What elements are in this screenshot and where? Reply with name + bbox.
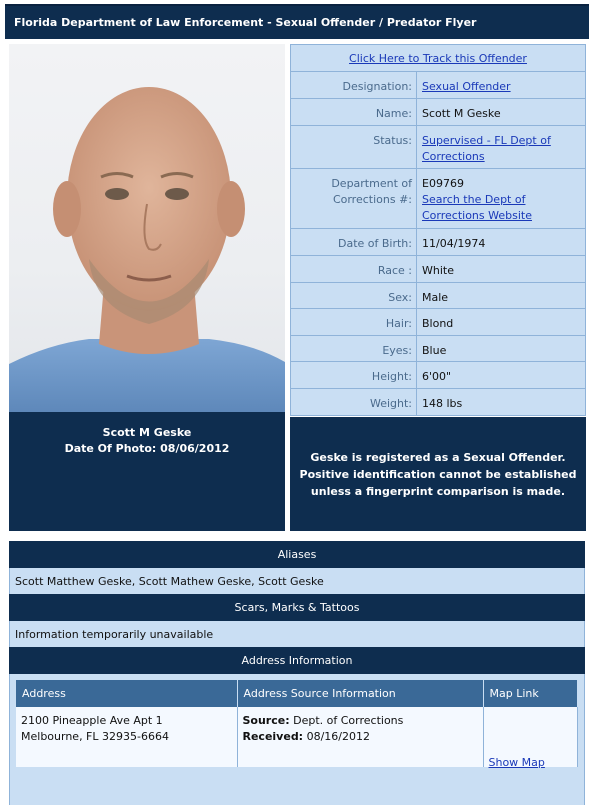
offender-photo [9,44,285,412]
detail-label: Date of Birth: [291,229,417,255]
designation-link[interactable]: Sexual Offender [422,80,511,93]
detail-row-sex [291,283,585,309]
address-table-header [16,680,578,707]
address-table-wrap [9,674,585,805]
detail-label: Race : [291,256,417,282]
address-line-2: Melbourne, FL 32935-6664 [21,730,169,743]
detail-value: 6'00" [422,370,452,383]
offender-name-caption: Scott M Geske [102,426,192,439]
detail-value: Scott M Geske [422,107,501,120]
photo-date: Date Of Photo: 08/06/2012 [64,442,230,455]
address-table [16,680,578,767]
detail-label: Department of Corrections #: [291,169,417,228]
show-map-link[interactable]: Show Map [488,756,545,769]
detail-row-eyes [291,336,585,362]
column-header-address: Address [16,680,237,707]
detail-row-race [291,256,585,283]
detail-label: Name: [291,99,417,125]
detail-row-height [291,362,585,389]
additional-info-section [9,541,585,805]
status-link[interactable]: Supervised - FL Dept of Corrections [422,134,551,163]
detail-row-name [291,99,585,126]
detail-value: Blue [422,344,447,357]
detail-value: Male [422,291,449,304]
address-line-1: 2100 Pineapple Ave Apt 1 [21,714,163,727]
source-value: Dept. of Corrections [293,714,404,727]
received-label: Received: [242,730,304,743]
detail-label: Hair: [291,309,417,335]
detail-row-hair [291,309,585,336]
notice-line-2: Positive identification cannot be established unless a fingerprint comparison is made. [299,467,577,498]
page-title: Florida Department of Law Enforcement - Sexual Offender / Predator Flyer [14,16,477,29]
track-offender-row [291,45,585,72]
detail-row-weight [291,389,585,415]
address-heading: Address Information [9,647,585,674]
detail-value: 148 lbs [422,397,463,410]
detail-label: Weight: [291,389,417,415]
identification-notice [290,417,586,531]
detail-label: Status: [291,126,417,168]
page-header [5,4,589,39]
map-link-cell [483,707,578,767]
column-header-source: Address Source Information [237,680,483,707]
scars-value: Information temporarily unavailable [9,621,585,647]
detail-row-designation [291,72,585,99]
received-value: 08/16/2012 [306,730,370,743]
detail-label: Sex: [291,283,417,308]
aliases-value: Scott Matthew Geske, Scott Mathew Geske, Scott Geske [9,568,585,594]
detail-row-doc-number [291,169,585,229]
table-row [16,707,578,767]
search-doc-website-link[interactable]: Search the Dept of Corrections Website [422,193,532,222]
detail-value: White [422,264,454,277]
offender-details-panel [290,44,586,416]
detail-value: 11/04/1974 [422,237,486,250]
detail-label: Designation: [291,72,417,98]
doc-number-value: E09769 [422,177,464,190]
column-header-map: Map Link [483,680,578,707]
detail-row-dob [291,229,585,256]
detail-label: Eyes: [291,336,417,361]
notice-line-1: Geske is registered as a Sexual Offender. [310,450,566,464]
track-offender-link[interactable]: Click Here to Track this Offender [349,51,527,65]
address-cell [16,707,237,767]
photo-caption [9,412,285,531]
offender-photo-image [9,44,285,412]
source-label: Source: [242,714,290,727]
detail-row-status [291,126,585,169]
address-source-cell [237,707,483,767]
scars-heading: Scars, Marks & Tattoos [9,594,585,621]
detail-label: Height: [291,362,417,388]
detail-value: Blond [422,317,454,330]
aliases-heading: Aliases [9,541,585,568]
